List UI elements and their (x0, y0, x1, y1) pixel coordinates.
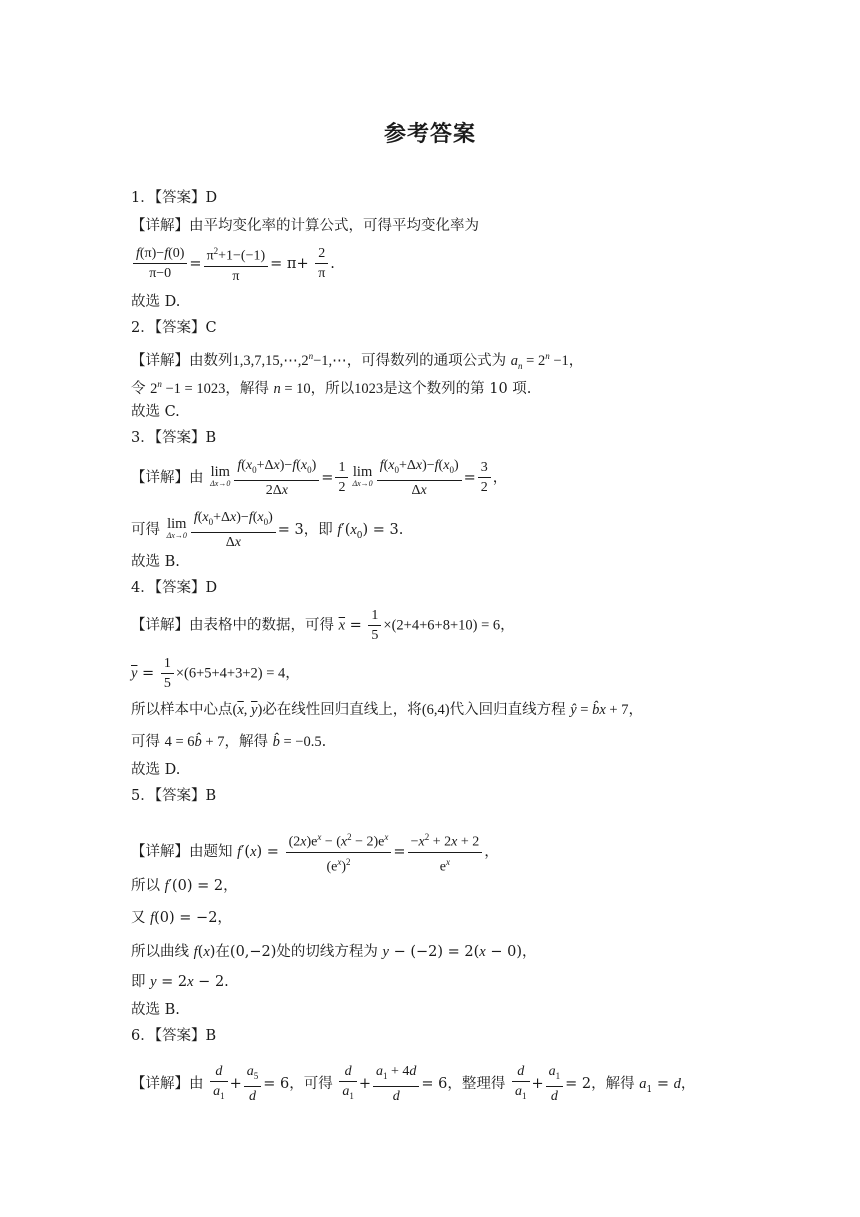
answer-5-step1: 所以 f′(0) = 2， (131, 878, 238, 894)
answer-4-label: 4．【答案】D (131, 580, 218, 596)
answer-3-label: 3．【答案】B (131, 430, 217, 446)
answer-5-detail: 【详解】由题知 f′(x) = $\frac{(2x)e^x - (x^2 - 2)e^x}{(e^x)^2}$ = $\frac{-x^2 + 2x + 2}{e^x}$ ， (131, 828, 499, 876)
answer-2-label: 2．【答案】C (131, 320, 217, 336)
answer-3-detail: 【详解】由 lim Δx→0 $\frac{f(x_0+\Delta x)-f(x_0)}{2\Delta x}$ = $\frac{1}{2}$ lim Δx→0 $\frac{f(x_0+\Delta x)-f(x_0)}{\Delta x}$ = $\frac{3}{2}$ ， (131, 458, 508, 498)
answer-3-choice: 故选 B. (131, 554, 180, 570)
answer-2-detail: 【详解】由数列$1,3,7,15,\cdots,2^n-1,\cdots$，可得数列的通项公式为 $a_n = 2^n -1$， (131, 351, 584, 371)
answer-4-ybar: $\overline{y}$ = $\frac{1}{5}$ ×(6+5+4+3+2) = 4， (131, 656, 300, 691)
answer-5-choice: 故选 B. (131, 1002, 180, 1018)
answer-2-conclusion: 令 $2^n -1 = 1023$，解得 n = 10，所以1023是这个数列的第 10 项. (131, 379, 532, 397)
answer-4-detail: 【详解】由表格中的数据，可得 $\overline{x}$ = $\frac{1}{5}$ ×(2+4+6+8+10) = 6， (131, 608, 515, 643)
answer-1-formula: $\frac{f(\pi)-f(0)}{\pi-0}$ = $\frac{\pi^2+1-(-1)}{\pi}$ = π+ $\frac{2}{\pi}$ . (131, 242, 335, 286)
answer-5-step3: 所以曲线 f(x)在(0,−2)处的切线方程为 y − (−2) = 2(x − 0)， (131, 944, 537, 960)
answer-1-detail: 【详解】由平均变化率的计算公式，可得平均变化率为 (131, 218, 479, 234)
answer-3-conclusion: 可得 lim Δx→0 $\frac{f(x_0+\Delta x)-f(x_0)}{\Delta x}$ = 3，即 $f'(x_0) = 3$. (131, 510, 404, 550)
answer-1-label: 1．【答案】D (131, 190, 218, 206)
answer-5-label: 5．【答案】B (131, 788, 217, 804)
answer-6-label: 6．【答案】B (131, 1028, 217, 1044)
answer-4-choice: 故选 D. (131, 762, 181, 778)
answer-4-solve: 可得 4 = 6b̂ + 7，解得 b̂ = −0.5. (131, 734, 327, 750)
answer-4-center: 所以样本中心点($\overline{x}$, $\overline{y}$)必在线性回归直线上，将(6,4)代入回归直线方程 ŷ = b̂x + 7， (131, 702, 643, 718)
answer-5-step2: 又 f(0) = −2， (131, 910, 232, 926)
answer-1-choice: 故选 D. (131, 294, 181, 310)
answer-6-detail: 【详解】由 $\frac{d}{a_1}$ + $\frac{a_5}{d}$ = 6，可得 $\frac{d}{a_1}$ + $\frac{a_1 + 4d}{d}$ = 6，整理得 $\frac{d}{a_1}$ + $\frac{a_1}{d}$ = 2，解得 $a_1 = d$， (131, 1064, 696, 1104)
answer-5-step4: 即 y = 2x − 2. (131, 974, 229, 990)
page-title: 参考答案 (383, 122, 476, 147)
answer-2-choice: 故选 C. (131, 404, 180, 420)
